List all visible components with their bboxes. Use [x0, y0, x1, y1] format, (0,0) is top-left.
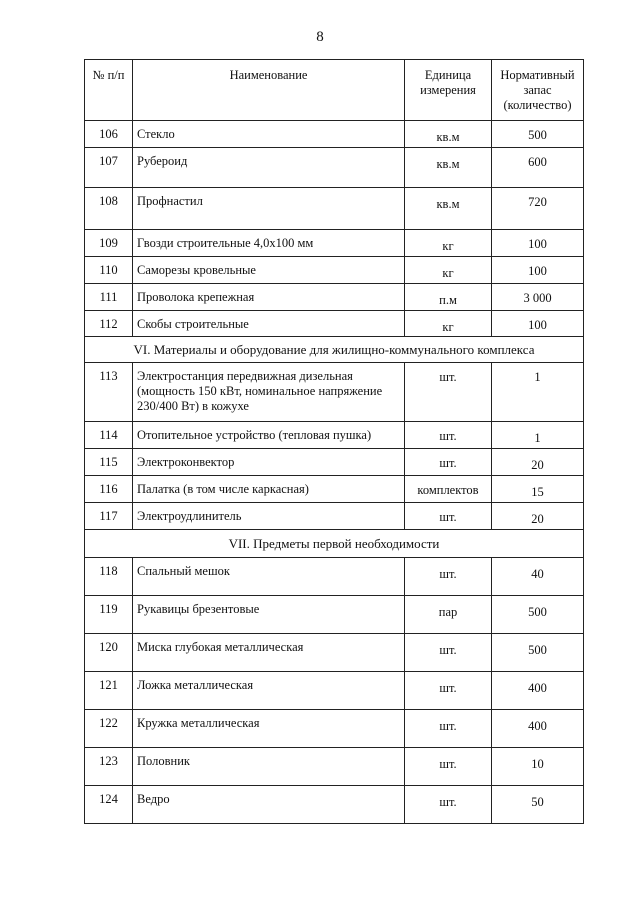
row-unit: шт. — [405, 449, 492, 476]
row-name: Спальный мешок — [133, 558, 405, 596]
row-unit: кв.м — [405, 148, 492, 188]
page-number: 8 — [316, 29, 324, 45]
row-qty: 40 — [492, 558, 584, 596]
row-qty: 15 — [492, 476, 584, 503]
header-qty-line3: (количество) — [503, 98, 572, 112]
table-row — [85, 363, 584, 422]
row-qty: 600 — [492, 148, 584, 188]
row-qty: 1 — [492, 363, 584, 422]
section-heading-vii: VII. Предметы первой необходимости — [85, 530, 584, 558]
table-row — [85, 230, 584, 257]
row-unit: шт. — [405, 672, 492, 710]
table-header-row — [85, 60, 584, 121]
table-row — [85, 710, 584, 748]
row-unit: кв.м — [405, 188, 492, 230]
row-unit: шт. — [405, 710, 492, 748]
row-name: Профнастил — [133, 188, 405, 230]
row-num: 109 — [85, 230, 133, 257]
row-qty: 20 — [492, 449, 584, 476]
section-row-vi — [85, 337, 584, 363]
row-unit: кг — [405, 311, 492, 337]
row-qty: 100 — [492, 230, 584, 257]
row-qty: 10 — [492, 748, 584, 786]
row-num: 119 — [85, 596, 133, 634]
section-row-vii — [85, 530, 584, 558]
row-num: 121 — [85, 672, 133, 710]
row-num: 123 — [85, 748, 133, 786]
row-num: 110 — [85, 257, 133, 284]
row-name: Стекло — [133, 121, 405, 148]
row-num: 122 — [85, 710, 133, 748]
row-name: Гвозди строительные 4,0х100 мм — [133, 230, 405, 257]
table-row — [85, 634, 584, 672]
row-num: 108 — [85, 188, 133, 230]
table-row — [85, 257, 584, 284]
table-row — [85, 311, 584, 337]
table-row — [85, 503, 584, 530]
row-name: Электроконвектор — [133, 449, 405, 476]
row-unit: кв.м — [405, 121, 492, 148]
header-unit-line2: измерения — [420, 83, 476, 97]
table-row — [85, 596, 584, 634]
row-num: 112 — [85, 311, 133, 337]
row-qty: 20 — [492, 503, 584, 530]
row-qty: 1 — [492, 422, 584, 449]
row-unit: шт. — [405, 634, 492, 672]
table-row — [85, 148, 584, 188]
row-name: Миска глубокая металлическая — [133, 634, 405, 672]
row-name: Ложка металлическая — [133, 672, 405, 710]
row-num: 111 — [85, 284, 133, 311]
row-name: Рубероид — [133, 148, 405, 188]
row-qty: 500 — [492, 634, 584, 672]
table-row — [85, 449, 584, 476]
header-num: № п/п — [85, 60, 133, 121]
table-row — [85, 786, 584, 824]
row-name: Проволока крепежная — [133, 284, 405, 311]
row-qty: 100 — [492, 311, 584, 337]
header-unit-line1: Единица — [424, 68, 472, 82]
row-unit: п.м — [405, 284, 492, 311]
header-name: Наименование — [133, 60, 405, 121]
row-name: Палатка (в том числе каркасная) — [133, 476, 405, 503]
row-qty: 400 — [492, 672, 584, 710]
row-qty: 3 000 — [492, 284, 584, 311]
row-name: Электроудлинитель — [133, 503, 405, 530]
header-qty — [492, 60, 584, 121]
row-qty: 720 — [492, 188, 584, 230]
row-unit: шт. — [405, 422, 492, 449]
header-unit — [405, 60, 492, 121]
table-row — [85, 422, 584, 449]
row-name: Рукавицы брезентовые — [133, 596, 405, 634]
header-qty-line1: Нормативный — [500, 68, 575, 82]
row-qty: 400 — [492, 710, 584, 748]
row-unit: шт. — [405, 363, 492, 422]
table-row — [85, 188, 584, 230]
row-unit: шт. — [405, 558, 492, 596]
row-num: 113 — [85, 363, 133, 422]
row-unit: комплектов — [405, 476, 492, 503]
row-num: 107 — [85, 148, 133, 188]
row-qty: 50 — [492, 786, 584, 824]
table-row — [85, 558, 584, 596]
row-unit: пар — [405, 596, 492, 634]
header-qty-line2: запас — [523, 83, 552, 97]
inventory-table — [84, 59, 584, 824]
row-num: 114 — [85, 422, 133, 449]
row-num: 115 — [85, 449, 133, 476]
row-unit: шт. — [405, 786, 492, 824]
row-unit: шт. — [405, 503, 492, 530]
row-qty: 500 — [492, 596, 584, 634]
table-row — [85, 748, 584, 786]
row-name: Кружка металлическая — [133, 710, 405, 748]
row-name: Половник — [133, 748, 405, 786]
row-num: 120 — [85, 634, 133, 672]
row-num: 118 — [85, 558, 133, 596]
row-name: Отопительное устройство (тепловая пушка) — [133, 422, 405, 449]
row-num: 106 — [85, 121, 133, 148]
row-num: 116 — [85, 476, 133, 503]
row-num: 117 — [85, 503, 133, 530]
row-unit: шт. — [405, 748, 492, 786]
row-name: Электростанция передвижная дизельная (мощность 150 кВт, номинальное напряжение 230/400 Вт) в кожухе — [133, 363, 405, 422]
table-row — [85, 121, 584, 148]
section-heading-vi: VI. Материалы и оборудование для жилищно-коммунального комплекса — [85, 337, 584, 363]
row-qty: 100 — [492, 257, 584, 284]
row-name: Скобы строительные — [133, 311, 405, 337]
row-name: Саморезы кровельные — [133, 257, 405, 284]
table-row — [85, 284, 584, 311]
row-unit: кг — [405, 230, 492, 257]
row-num: 124 — [85, 786, 133, 824]
row-name: Ведро — [133, 786, 405, 824]
table-row — [85, 672, 584, 710]
row-qty: 500 — [492, 121, 584, 148]
table-row — [85, 476, 584, 503]
row-unit: кг — [405, 257, 492, 284]
